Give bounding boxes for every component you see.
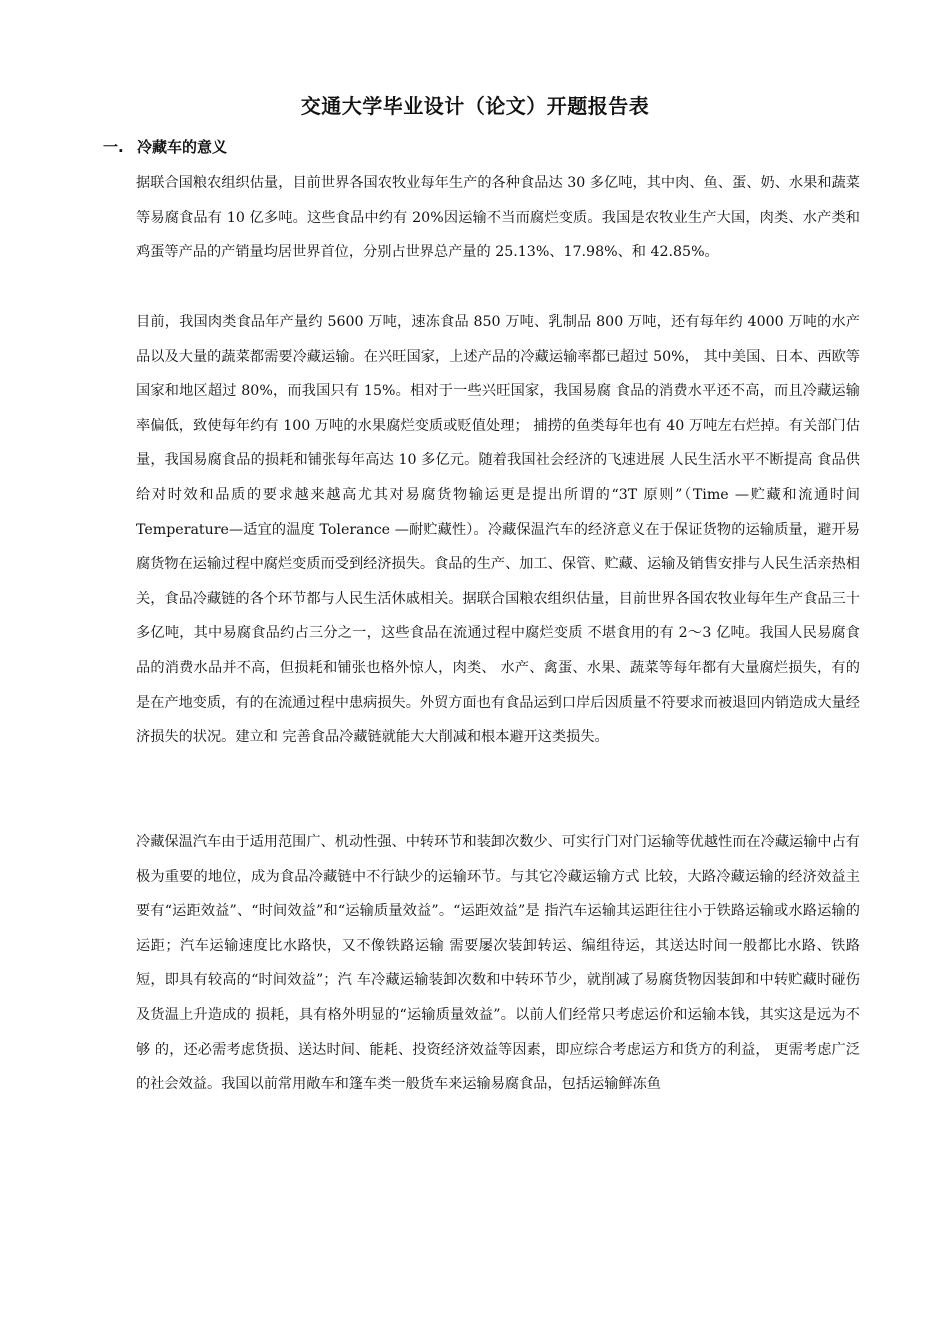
paragraph-1: 据联合国粮农组织估量，目前世界各国农牧业每年生产的各种食品达 30 多亿吨，其中肉、鱼、蛋、奶、水果和蔬菜等易腐食品有 10 亿多吨。这些食品中约有 20%因运输不当而腐烂变质。我国是农牧业生产大国，肉类、水产类和鸡蛋等产品的产销量均居世界首位，分别占世界总产量的 25.13%、17.98%、和 42.85%。 (136, 175, 860, 261)
section-number: 一. (103, 138, 124, 156)
section-heading (103, 135, 227, 159)
page-title: 交通大学毕业设计（论文）开题报告表 (300, 94, 650, 118)
paragraph-2: 目前，我国肉类食品年产量约 5600 万吨，速冻食品 850 万吨、乳制品 800 万吨，还有每年约 4000 万吨的水产品以及大量的蔬菜都需要冷藏运输。在兴旺国家，上述产品的冷藏运输率都已超过 50%， 其中美国、日本、西欧等国家和地区超过 80%，而我国只有 15%。相对于一些兴旺国家，我国易腐 食品的消费水平还不高，而且冷藏运输率偏低，致使每年约有 100 万吨的水果腐烂变质或贬值处理； 捕捞的鱼类每年也有 40 万吨左右烂掉。有关部门估量，我国易腐食品的损耗和铺张每年高达 10 多亿元。随着我国社会经济的飞速进展 人民生活水平不断提高 食品供给对时效和品质的要求越来越高尤其对易腐货物输运更是提出所谓的“3T 原则”（Time —贮藏和流通时间 Temperature—适宜的温度 Tolerance —耐贮藏性）。冷藏保温汽车的经济意义在于保证货物的运输质量，避开易腐货物在运输过程中腐烂变质而受到经济损失。食品的生产、加工、保管、贮藏、运输及销售安排与人民生活亲热相关，食品冷藏链的各个环节都与人民生活休戚相关。据联合国粮农组织估量，目前世界各国农牧业每年生产食品三十多亿吨，其中易腐食品约占三分之一，这些食品在流通过程中腐烂变质 不堪食用的有 2～3 亿吨。我国人民易腐食品的消费水品并不高，但损耗和铺张也格外惊人，肉类、 水产、禽蛋、水果、蔬菜等每年都有大量腐烂损失，有的是在产地变质，有的在流通过程中患病损失。外贸方面也有食品运到口岸后因质量不符要求而被退回内销造成大量经济损失的状况。建立和 完善食品冷藏链就能大大削减和根本避开这类损失。 (136, 314, 860, 746)
paragraph-3: 冷藏保温汽车由于适用范围广、机动性强、中转环节和装卸次数少、可实行门对门运输等优越性而在冷藏运输中占有极为重要的地位，成为食品冷藏链中不行缺少的运输环节。与其它冷藏运输方式 比较，大路冷藏运输的经济效益主要有“运距效益”、“时间效益”和“运输质量效益”。“运距效益”是 指汽车运输其运距往往小于铁路运输或水路运输的运距；汽车运输速度比水路快，又不像铁路运输 需要屡次装卸转运、编组待运，其送达时间一般都比水路、铁路短，即具有较高的“时间效益”；汽 车冷藏运输装卸次数和中转环节少，就削减了易腐货物因装卸和中转贮藏时碰伤及货温上升造成的 损耗，具有格外明显的“运输质量效益”。以前人们经常只考虑运价和运输本钱，其实这是远为不够 的，还必需考虑货损、送达时间、能耗、投资经济效益等因素，即应综合考虑运方和货方的利益， 更需考虑广泛的社会效益。我国以前常用敞车和篷车类一般货车来运输易腐食品，包括运输鲜冻鱼 (136, 834, 860, 1093)
section-heading-text: 冷藏车的意义 (137, 138, 228, 156)
